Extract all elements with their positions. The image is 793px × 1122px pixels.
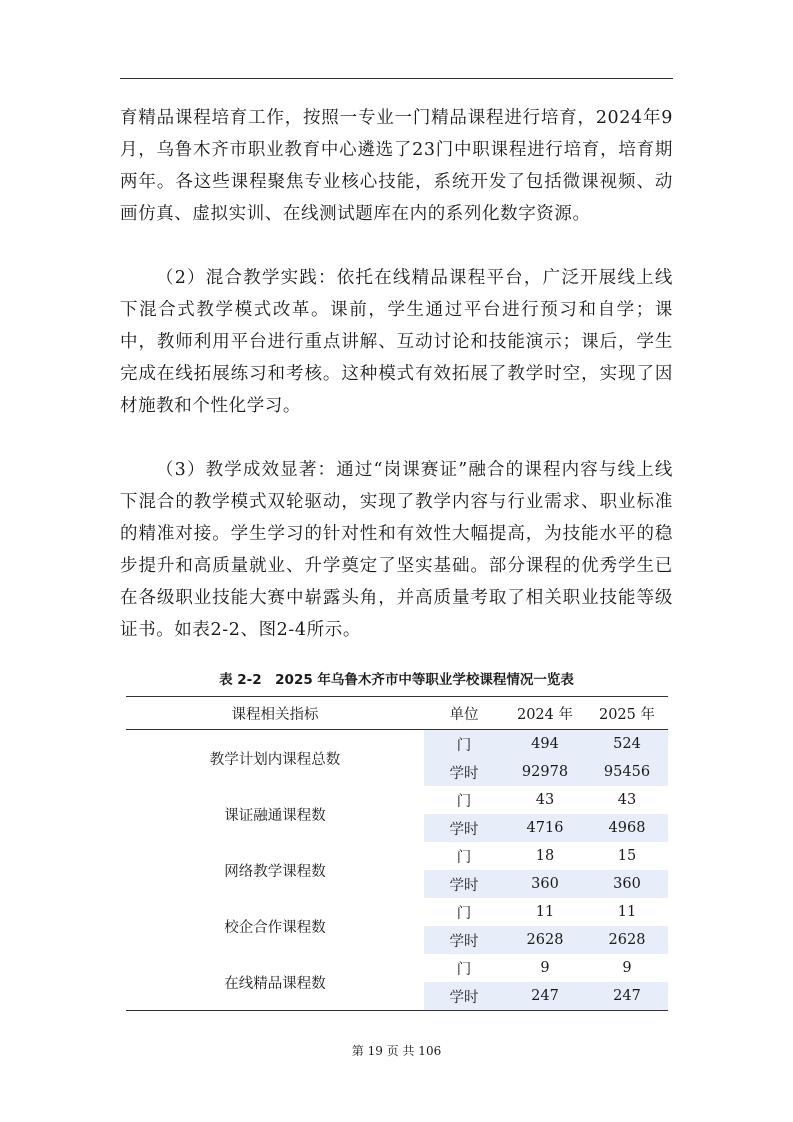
unit-cell: 门: [424, 730, 504, 759]
value-2025: 11: [617, 904, 637, 920]
value-2024: 360: [504, 870, 586, 898]
table-row: [126, 954, 668, 982]
value-2025: 95456: [586, 758, 668, 786]
value-2024: 494: [504, 730, 586, 759]
value-2025: 524: [586, 730, 668, 759]
paragraph-1: 育精品课程培育工作，按照一专业一门精品课程进行培育，2024年9月，乌鲁木齐市职业教育中心遴选了23门中职课程进行培育，培育期两年。各这些课程聚焦专业核心技能，系统开发了包括微课视频、动画仿真、虚拟实训、在线测试题库在内的系列化数字资源。: [120, 108, 673, 224]
unit-cell: 学时: [424, 926, 504, 954]
unit-cell: 门: [456, 793, 472, 810]
table-row: [126, 898, 668, 926]
unit-cell: 门: [456, 961, 472, 978]
unit-cell: 学时: [424, 814, 504, 842]
unit-cell: 学时: [424, 982, 504, 1011]
value-2024: 2628: [504, 926, 586, 954]
value-2024: 18: [535, 848, 555, 864]
value-2025: 15: [617, 848, 637, 864]
indicator-name: 课证融通课程数: [126, 786, 424, 842]
value-2025: 43: [617, 792, 637, 808]
unit-cell: 学时: [424, 758, 504, 786]
unit-cell: 学时: [424, 870, 504, 898]
table-row: [126, 842, 668, 870]
value-2025: 9: [622, 960, 632, 976]
indicator-name: 校企合作课程数: [126, 898, 424, 954]
value-2024: 9: [540, 960, 550, 976]
table-caption: 表 2-2 2025 年乌鲁木齐市中等职业学校课程情况一览表: [219, 672, 574, 688]
value-2024: 43: [535, 792, 555, 808]
table-header-row: [126, 697, 668, 730]
indicator-name: 在线精品课程数: [126, 954, 424, 1011]
header-unit: 单位: [424, 697, 504, 730]
indicator-name: 网络教学课程数: [126, 842, 424, 898]
paragraph-2: （2）混合教学实践：依托在线精品课程平台，广泛开展线上线下混合式教学模式改革。课前，学生通过平台进行预习和自学；课中，教师利用平台进行重点讲解、互动讨论和技能演示；课后，学生完成在线拓展练习和考核。这种模式有效拓展了教学时空，实现了因材施教和个性化学习。: [120, 268, 673, 416]
value-2024: 92978: [504, 758, 586, 786]
header-2025: 2025 年: [586, 697, 668, 730]
value-2024: 4716: [504, 814, 586, 842]
value-2024: 11: [535, 904, 555, 920]
value-2024: 247: [504, 982, 586, 1011]
value-2025: 4968: [586, 814, 668, 842]
table-row: [126, 730, 668, 759]
value-2025: 247: [586, 982, 668, 1011]
header-rule: [120, 78, 673, 79]
page-number: 第 19 页 共 106: [351, 1044, 442, 1058]
indicator-name: 教学计划内课程总数: [126, 730, 424, 787]
unit-cell: 门: [456, 905, 472, 922]
value-2025: 2628: [586, 926, 668, 954]
paragraph-3: （3）教学成效显著：通过“岗课赛证”融合的课程内容与线上线下混合的教学模式双轮驱动，实现了教学内容与行业需求、职业标准的精准对接。学生学习的针对性和有效性大幅提高，为技能水平的稳步提升和高质量就业、升学奠定了坚实基础。部分课程的优秀学生已在各级职业技能大赛中崭露头角，并高质量考取了相关职业技能等级证书。如表2-2、图2-4所示。: [120, 460, 673, 640]
unit-cell: 门: [456, 849, 472, 866]
value-2025: 360: [586, 870, 668, 898]
header-indicator: 课程相关指标: [126, 697, 424, 730]
header-2024: 2024 年: [504, 697, 586, 730]
course-table: [126, 696, 668, 1011]
table-row: [126, 786, 668, 814]
